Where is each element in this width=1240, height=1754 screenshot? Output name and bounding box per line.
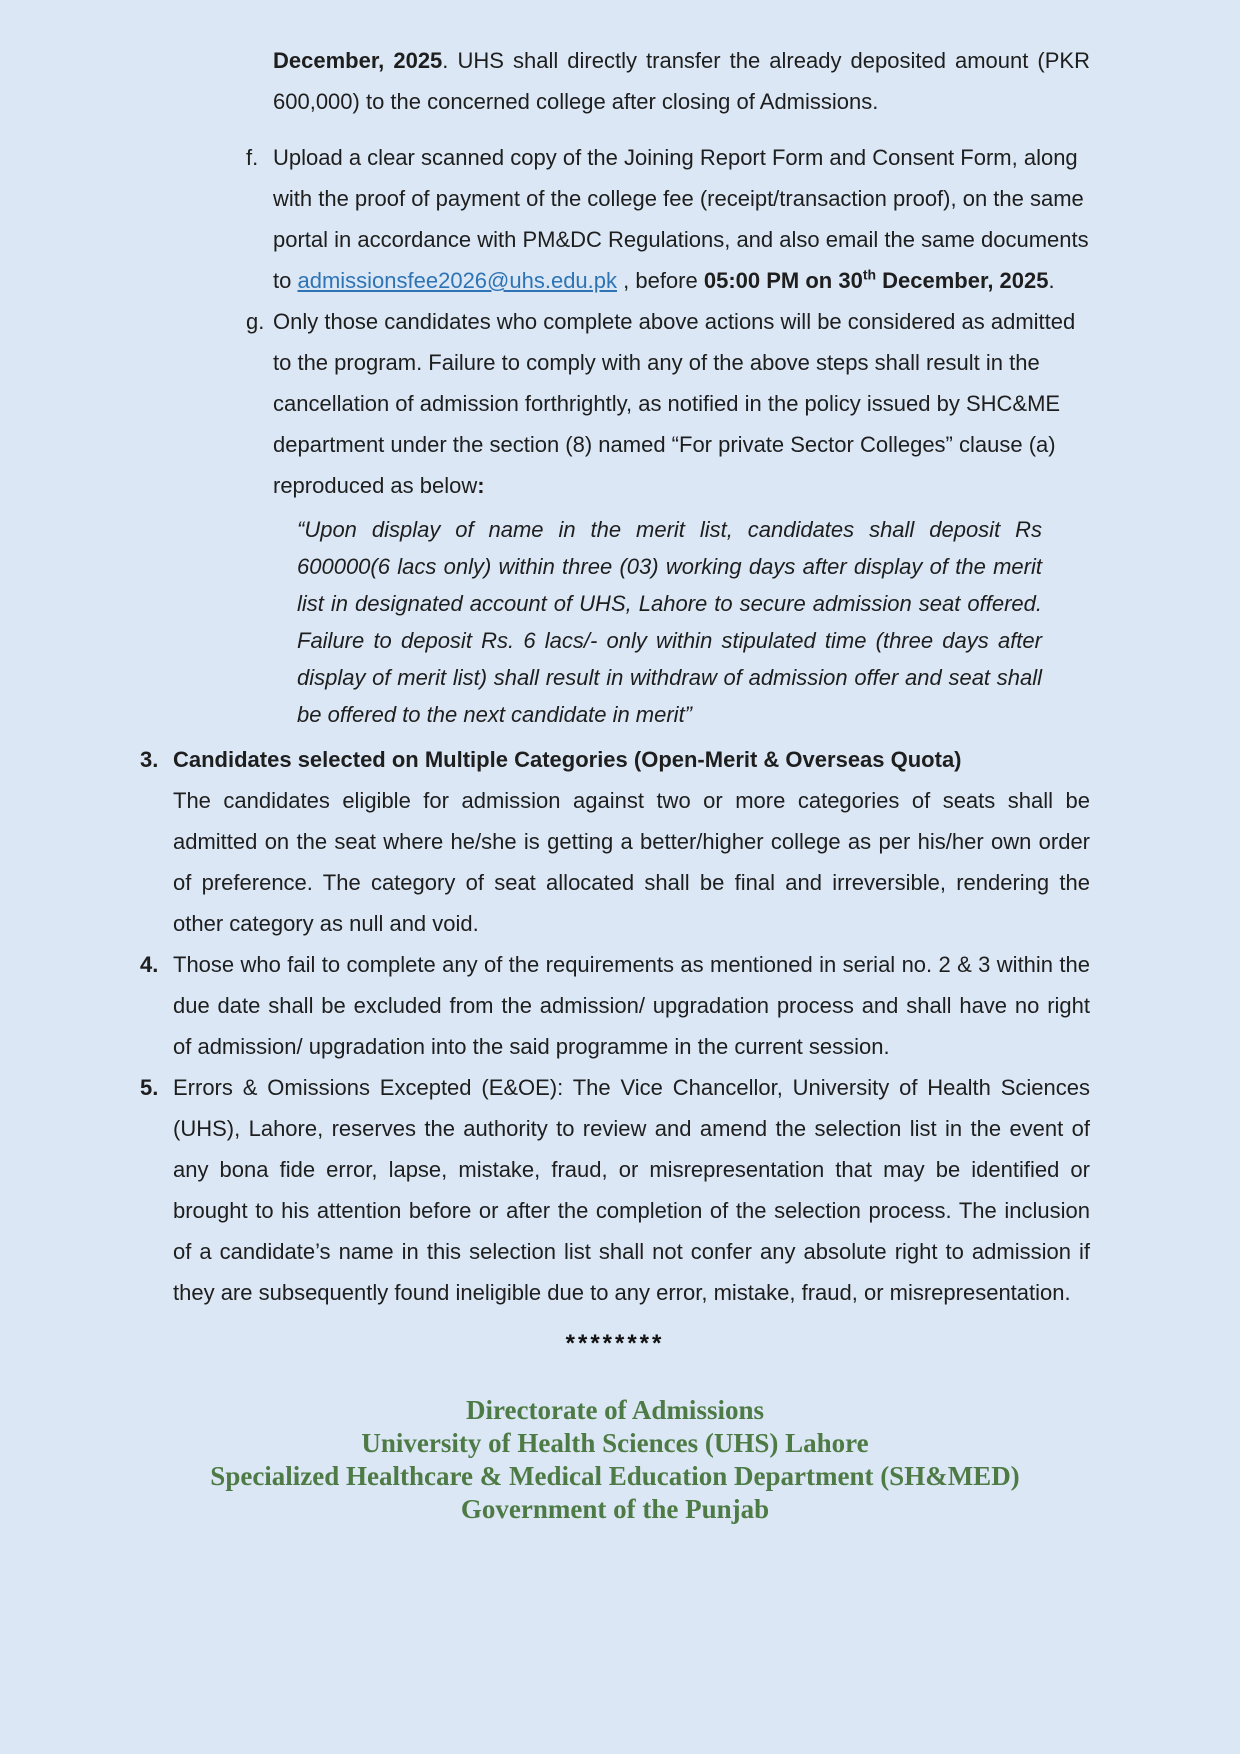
item-f-text-after-link: , before [617, 268, 704, 293]
list-marker-4: 4. [140, 952, 159, 977]
intro-text: . UHS shall directly transfer the already deposited amount (PKR 600,000) to the concerned college after closing of Admissions. [273, 48, 1090, 114]
item-f-deadline-time: 05:00 PM on 30 [703, 268, 863, 293]
list-body-4 [173, 944, 1090, 1067]
list-item-5 [140, 1067, 1090, 1313]
list-marker-f: f. [246, 145, 259, 170]
policy-quote-text: “Upon display of name in the merit list, candidates shall deposit Rs 600000(6 lacs only) within three (03) working days after display of the merit list in designated account of UHS, Lahore to secure admission seat offered. Failure to deposit Rs. 6 lacs/- only within stipulated time (three days after display of merit list) shall result in withdraw of admission offer and seat shall be offered to the next candidate in merit” [297, 517, 1042, 727]
footer-line-directorate: Directorate of Admissions [466, 1395, 764, 1425]
footer-block [140, 1394, 1090, 1526]
intro-bold-date: December, 2025 [273, 48, 443, 73]
list-body-g [273, 309, 1075, 498]
item-3-text: The candidates eligible for admission against two or more categories of seats shall be admitted on the seat where he/she is getting a better/higher college as per his/her own order of preference. The category of seat allocated shall be final and irreversible, rendering the other category as null and void. [173, 788, 1090, 936]
list-marker-3: 3. [140, 747, 159, 772]
document-content [140, 40, 1090, 1526]
item-3-heading: Candidates selected on Multiple Categories (Open-Merit & Overseas Quota) [173, 747, 962, 772]
item-g-text: Only those candidates who complete above actions will be considered as admitted to the program. Failure to comply with any of the above steps shall result in the cancellation of admission forthrightly, as notified in the policy issued by SHC&ME department under the section (8) named “For private Sector Colleges” clause (a) reproduced as below [273, 309, 1076, 498]
item-4-text: Those who fail to complete any of the requirements as mentioned in serial no. 2 & 3 within the due date shall be excluded from the admission/ upgradation process and shall have no right of admission/ upgradation into the said programme in the current session. [173, 952, 1090, 1059]
item-f-text: Upload a clear scanned copy of the Joining Report Form and Consent Form, along with the proof of payment of the college fee (receipt/transaction proof), on the same portal in accordance with PM&DC Regulations, and also email the same documents to [273, 145, 1089, 293]
admissions-email-link[interactable]: admissionsfee2026@uhs.edu.pk [297, 268, 618, 293]
policy-quote [297, 511, 1042, 733]
list-marker-5: 5. [140, 1075, 159, 1100]
item-f-deadline-date: December, 2025 [876, 268, 1049, 293]
list-body-f [273, 145, 1089, 293]
list-marker-g: g. [246, 309, 265, 334]
list-body-5 [173, 1067, 1090, 1313]
item-f-ordinal-suffix: th [862, 266, 877, 283]
list-item-f [140, 137, 1090, 301]
item-f-tail: . [1048, 268, 1055, 293]
item-f-deadline [704, 268, 1049, 293]
footer-line-department: Specialized Healthcare & Medical Education Department (SH&MED) [210, 1461, 1020, 1491]
list-item-3 [140, 739, 1090, 944]
footer-line-university: University of Health Sciences (UHS) Lahore [361, 1428, 869, 1458]
separator-stars: ******** [565, 1330, 665, 1357]
list-item-4 [140, 944, 1090, 1067]
list-item-g [140, 301, 1090, 506]
list-body-3 [173, 739, 1090, 944]
item-5-text: Errors & Omissions Excepted (E&OE): The Vice Chancellor, University of Health Sciences (UHS), Lahore, reserves the authority to review and amend the selection list in the event of any bona fide error, lapse, mistake, fraud, or misrepresentation that may be identified or brought to his attention before or after the completion of the selection process. The inclusion of a candidate’s name in this selection list shall not confer any absolute right to admission if they are subsequently found ineligible due to any error, mistake, fraud, or misrepresentation. [173, 1075, 1090, 1305]
intro-paragraph [273, 40, 1090, 122]
footer-line-government: Government of the Punjab [460, 1494, 770, 1524]
item-g-colon: : [477, 473, 485, 498]
